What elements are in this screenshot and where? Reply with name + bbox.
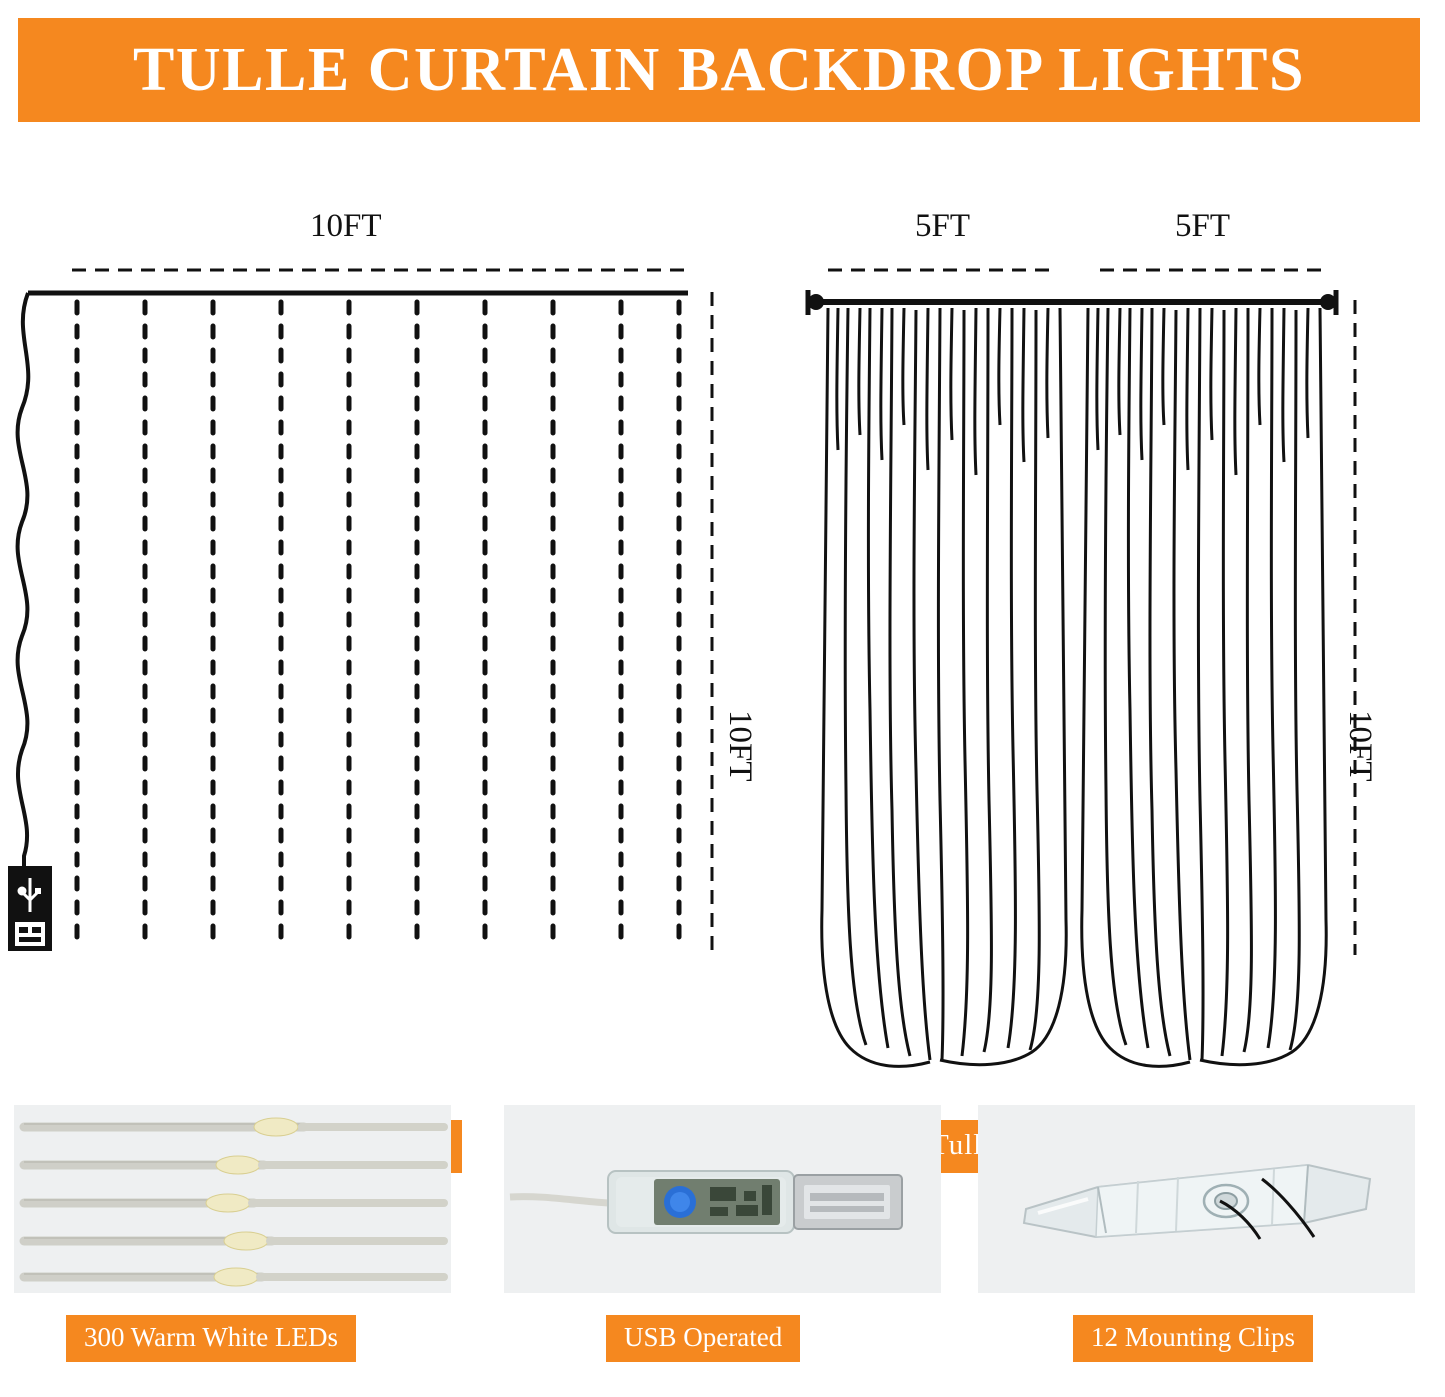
feature-label-usb: USB Operated [606,1315,800,1362]
curtain-lights-drawing [0,150,780,1080]
warm-white-led-strands-photo [14,1105,451,1293]
caption-tulle-curtains: Tulle [905,1120,1126,1173]
tulle-curtains-panel [770,150,1445,1080]
right-side-dimension-label: 10FT [1342,710,1378,782]
left-top-dimension-label: 10FT [310,208,382,244]
feature-label-clips: 12 Mounting Clips [1073,1315,1313,1362]
usb-controller-photo [504,1105,941,1293]
left-side-dimension-label: 10FT [722,710,758,782]
feature-section [0,1105,1445,1397]
curtain-lights-panel [0,150,780,1080]
mounting-clip-photo [978,1105,1415,1293]
right-top-dimension-label-left: 5FT [915,208,971,244]
tulle-curtains-drawing [770,150,1445,1080]
page-title: TULLE CURTAIN BACKDROP LIGHTS [133,35,1305,104]
right-top-dimension-label-right: 5FT [1175,208,1231,244]
header-banner [14,14,1424,126]
diagram-section [0,150,1445,1161]
feature-label-leds: 300 Warm White LEDs [66,1315,356,1362]
